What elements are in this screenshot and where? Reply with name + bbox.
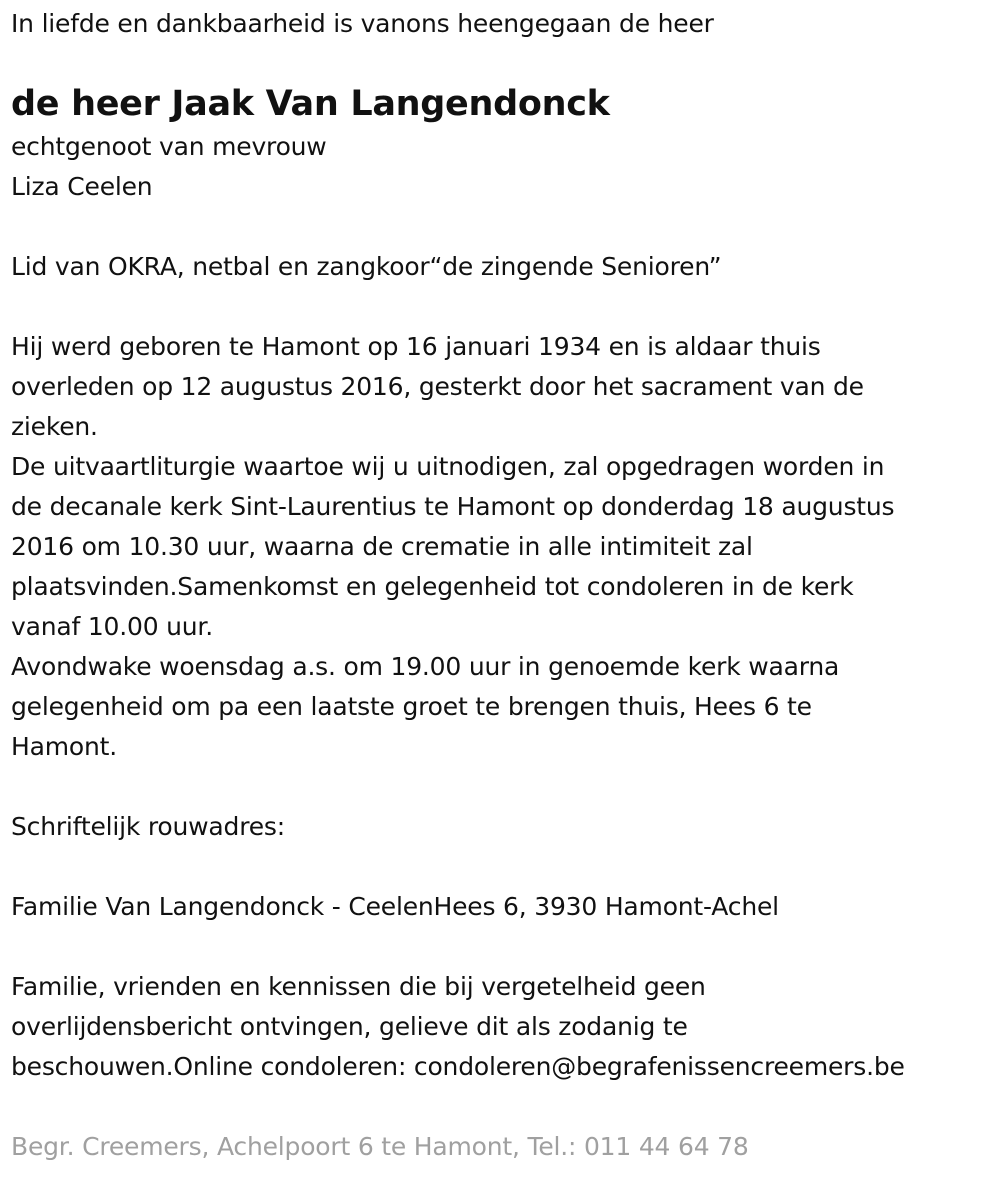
biography-paragraph (11, 327, 986, 447)
closing-paragraph (11, 967, 986, 1087)
funeral-line: vanaf 10.00 uur. (11, 612, 213, 641)
funeral-line: de decanale kerk Sint-Laurentius te Hamont op donderdag 18 augustus (11, 492, 895, 521)
closing-line: overlijdensbericht ontvingen, gelieve dit als zodanig te (11, 1012, 688, 1041)
closing-line: Familie, vrienden en kennissen die bij vergetelheid geen (11, 972, 706, 1001)
mourning-address-label: Schriftelijk rouwadres: (11, 812, 285, 841)
mourning-address: Familie Van Langendonck - CeelenHees 6, 3930 Hamont-Achel (11, 892, 779, 921)
funeral-line: 2016 om 10.30 uur, waarna de crematie in alle intimiteit zal (11, 532, 753, 561)
intro-text: In liefde en dankbaarheid is vanons heengegaan de heer (11, 9, 714, 38)
funeral-line: De uitvaartliturgie waartoe wij u uitnodigen, zal opgedragen worden in (11, 452, 885, 481)
memberships-text: Lid van OKRA, netbal en zangkoor“de zingende Senioren” (11, 252, 722, 281)
closing-line: beschouwen.Online condoleren: condoleren@begrafenissencreemers.be (11, 1052, 905, 1081)
biography-line: Hij werd geboren te Hamont op 16 januari 1934 en is aldaar thuis (11, 332, 821, 361)
biography-line: overleden op 12 augustus 2016, gesterkt door het sacrament van de (11, 372, 864, 401)
funeral-home-footer: Begr. Creemers, Achelpoort 6 te Hamont, Tel.: 011 44 64 78 (11, 1132, 749, 1161)
spacer (11, 767, 986, 807)
spacer (11, 207, 986, 247)
funeral-line: plaatsvinden.Samenkomst en gelegenheid tot condoleren in de kerk (11, 572, 854, 601)
vigil-paragraph (11, 647, 986, 767)
spacer (11, 1087, 986, 1127)
funeral-paragraph (11, 447, 986, 647)
spouse-name: Liza Ceelen (11, 172, 153, 201)
vigil-line: Hamont. (11, 732, 117, 761)
spacer (11, 847, 986, 887)
biography-line: zieken. (11, 412, 98, 441)
spacer (11, 927, 986, 967)
spacer (11, 287, 986, 327)
vigil-line: Avondwake woensdag a.s. om 19.00 uur in genoemde kerk waarna (11, 652, 840, 681)
spouse-line: echtgenoot van mevrouw (11, 132, 327, 161)
spouse-block (11, 127, 986, 207)
deceased-name: de heer Jaak Van Langendonck (11, 84, 610, 124)
vigil-line: gelegenheid om pa een laatste groet te brengen thuis, Hees 6 te (11, 692, 812, 721)
